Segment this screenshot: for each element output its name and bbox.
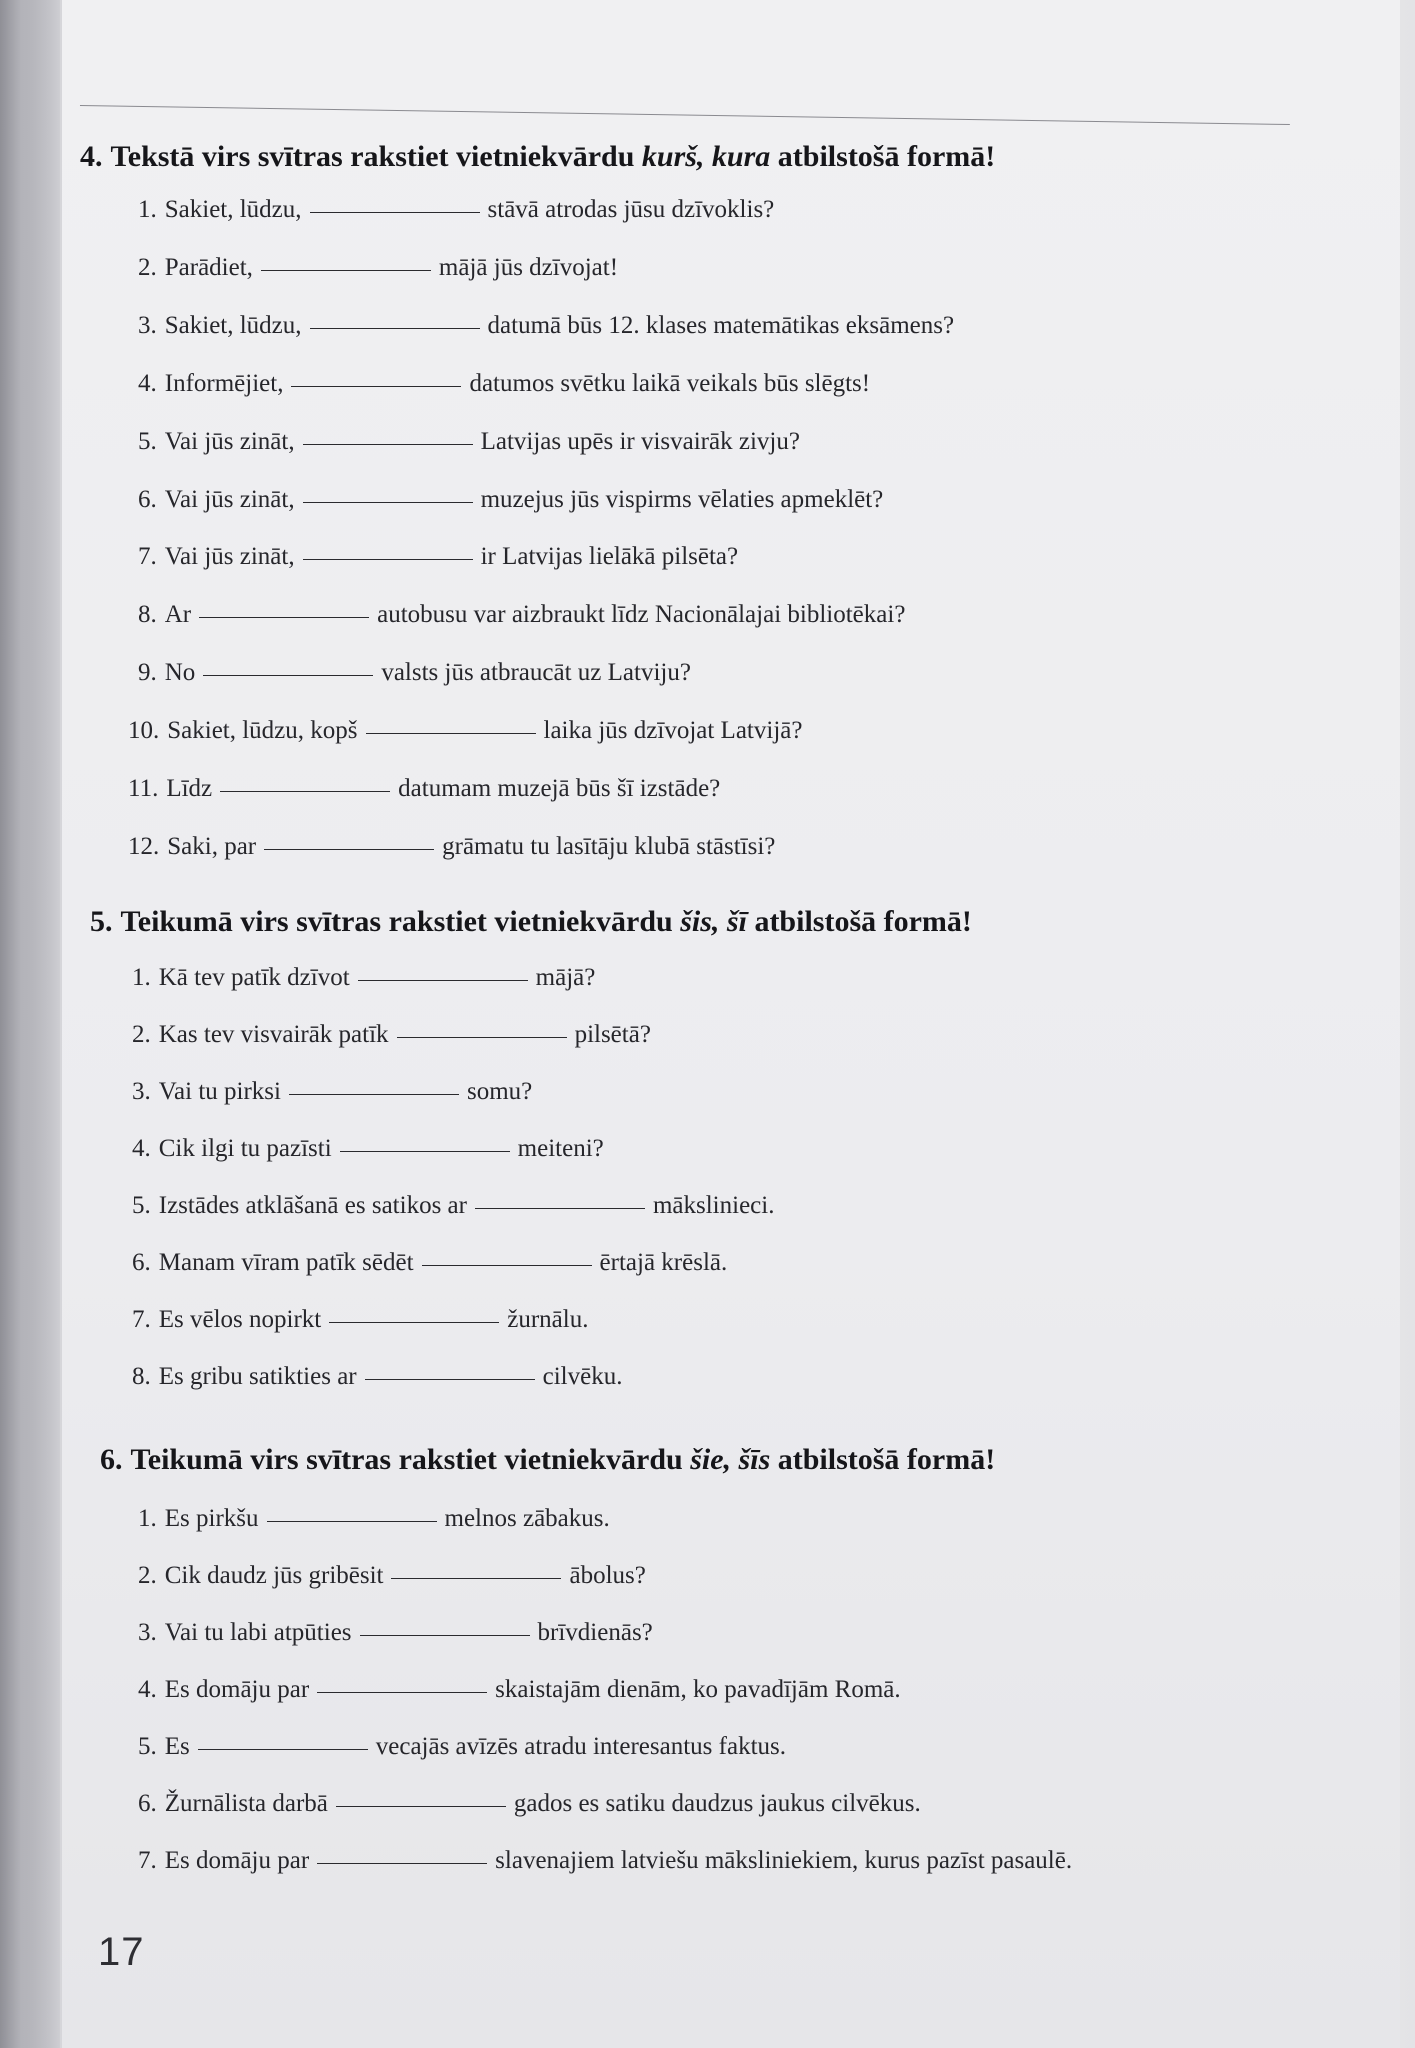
item-number: 7.	[132, 1306, 151, 1333]
item-text-before: Sakiet, lūdzu,	[164, 311, 302, 339]
item-text-after: somu?	[466, 1078, 533, 1105]
answer-blank[interactable]	[203, 674, 373, 676]
section6-item-3	[138, 1619, 653, 1647]
answer-blank[interactable]	[303, 501, 473, 503]
item-text-before: Es pirkšu	[164, 1505, 259, 1532]
section-6-heading-pronouns: šie, šīs	[690, 1443, 771, 1476]
item-number: 1.	[132, 964, 151, 991]
answer-blank[interactable]	[303, 558, 473, 560]
answer-blank[interactable]	[264, 848, 434, 850]
section-4-heading-end: atbilstošā formā!	[777, 140, 996, 173]
item-number: 3.	[132, 1078, 151, 1105]
item-number: 3.	[138, 1619, 157, 1646]
section5-item-5	[132, 1192, 774, 1220]
page-number: 17	[98, 1930, 145, 1974]
item-number: 3.	[138, 311, 157, 339]
item-text-before: Kas tev visvairāk patīk	[158, 1021, 389, 1048]
section-6-heading-end: atbilstošā formā!	[777, 1443, 996, 1476]
item-text-after: skaistajām dienām, ko pavadījām Romā.	[495, 1676, 901, 1703]
item-text-after: cilvēku.	[542, 1363, 623, 1390]
answer-blank[interactable]	[336, 1805, 506, 1807]
item-number: 8.	[138, 601, 157, 629]
item-number: 5.	[138, 1733, 157, 1760]
answer-blank[interactable]	[397, 1036, 567, 1038]
item-text-after: autobusu var aizbraukt līdz Nacionālajai bibliotēkai?	[377, 601, 906, 629]
section-5-heading-start: Teikumā virs svītras rakstiet vietniekvārdu	[120, 905, 673, 938]
item-text-before: Es domāju par	[164, 1676, 310, 1703]
item-number: 2.	[138, 1562, 157, 1589]
answer-blank[interactable]	[360, 1634, 530, 1636]
answer-blank[interactable]	[422, 1264, 592, 1266]
answer-blank[interactable]	[475, 1207, 645, 1209]
item-text-after: brīvdienās?	[537, 1619, 653, 1646]
item-number: 2.	[138, 253, 157, 281]
item-text-after: mājā?	[535, 964, 596, 991]
item-text-after: ērtajā krēslā.	[599, 1249, 728, 1276]
item-number: 7.	[138, 543, 157, 571]
item-text-after: gados es satiku daudzus jaukus cilvēkus.	[513, 1790, 921, 1817]
section6-item-4	[138, 1676, 901, 1704]
section5-item-8	[132, 1363, 622, 1391]
item-text-after: laika jūs dzīvojat Latvijā?	[543, 717, 803, 745]
item-text-before: Izstādes atklāšanā es satikos ar	[158, 1192, 467, 1219]
item-text-before: Līdz	[166, 775, 213, 802]
answer-blank[interactable]	[220, 790, 390, 792]
answer-blank[interactable]	[340, 1150, 510, 1152]
item-text-after: grāmatu tu lasītāju klubā stāstīsi?	[442, 832, 776, 860]
section4-item-5	[138, 428, 800, 456]
section6-item-1	[138, 1505, 610, 1533]
section4-item-3	[138, 312, 954, 340]
answer-blank[interactable]	[289, 1093, 459, 1095]
section-6-number: 6.	[100, 1443, 123, 1476]
item-number: 7.	[138, 1847, 157, 1874]
answer-blank[interactable]	[366, 732, 536, 734]
answer-blank[interactable]	[329, 1321, 499, 1323]
section4-item-10	[128, 717, 802, 745]
answer-blank[interactable]	[267, 1520, 437, 1522]
item-text-before: Es gribu satikties ar	[158, 1363, 357, 1390]
section-5-heading	[90, 905, 972, 939]
item-number: 6.	[138, 1790, 157, 1817]
answer-blank[interactable]	[261, 269, 431, 271]
item-number: 5.	[138, 427, 157, 455]
answer-blank[interactable]	[317, 1691, 487, 1693]
item-text-before: Ar	[164, 601, 192, 629]
section5-item-4	[132, 1135, 604, 1163]
item-text-after: pilsētā?	[574, 1021, 651, 1048]
item-number: 5.	[132, 1192, 151, 1219]
section-5-heading-end: atbilstošā formā!	[754, 905, 972, 938]
section-5-number: 5.	[90, 905, 113, 938]
section5-item-6	[132, 1249, 727, 1277]
answer-blank[interactable]	[310, 327, 480, 329]
item-text-before: Vai jūs zināt,	[164, 543, 295, 571]
answer-blank[interactable]	[199, 616, 369, 618]
item-text-after: valsts jūs atbraucāt uz Latviju?	[381, 659, 691, 687]
answer-blank[interactable]	[391, 1577, 561, 1579]
section4-item-2	[138, 254, 618, 282]
answer-blank[interactable]	[198, 1748, 368, 1750]
item-text-after: vecajās avīzēs atradu interesantus faktus.	[375, 1733, 786, 1760]
section-4-heading	[80, 140, 995, 174]
section4-item-7	[138, 543, 738, 571]
answer-blank[interactable]	[291, 385, 461, 387]
item-text-after: mājā jūs dzīvojat!	[438, 253, 619, 281]
item-text-after: melnos zābakus.	[444, 1505, 610, 1532]
item-text-after: ābolus?	[569, 1562, 646, 1589]
item-text-after: stāvā atrodas jūsu dzīvoklis?	[487, 196, 775, 223]
item-text-before: Sakiet, lūdzu, kopš	[167, 717, 358, 745]
item-text-before: Žurnālista darbā	[164, 1790, 328, 1817]
item-number: 6.	[138, 485, 157, 513]
section6-item-2	[138, 1562, 646, 1590]
item-number: 4.	[138, 1676, 157, 1703]
item-number: 4.	[132, 1135, 151, 1162]
item-number: 10.	[128, 717, 160, 745]
item-text-before: No	[164, 659, 196, 687]
answer-blank[interactable]	[317, 1862, 487, 1864]
item-text-before: Es	[164, 1733, 190, 1760]
section4-item-1	[138, 196, 774, 224]
item-text-after: Latvijas upēs ir visvairāk zivju?	[480, 427, 800, 455]
section5-item-2	[132, 1021, 651, 1049]
item-text-after: datumam muzejā būs šī izstāde?	[398, 775, 721, 802]
item-text-after: slavenajiem latviešu māksliniekiem, kurus pazīst pasaulē.	[495, 1847, 1073, 1874]
section-4-heading-pronouns: kurš, kura	[641, 140, 771, 173]
item-text-after: meiteni?	[517, 1135, 604, 1162]
section6-item-7	[138, 1847, 1072, 1875]
item-text-after: žurnālu.	[507, 1306, 589, 1333]
item-number: 4.	[138, 369, 157, 397]
item-number: 11.	[128, 775, 159, 802]
item-number: 1.	[138, 1505, 157, 1532]
section-4-number: 4.	[80, 140, 103, 173]
answer-blank[interactable]	[303, 443, 473, 445]
item-text-before: Es vēlos nopirkt	[158, 1306, 322, 1333]
item-number: 6.	[132, 1249, 151, 1276]
item-number: 2.	[132, 1021, 151, 1048]
item-text-before: Cik daudz jūs gribēsit	[164, 1562, 384, 1589]
section4-item-9	[138, 659, 691, 687]
section5-item-7	[132, 1306, 588, 1334]
section-4-heading-start: Tekstā virs svītras rakstiet vietniekvārdu	[110, 140, 635, 173]
section-6-heading	[100, 1443, 995, 1477]
item-text-before: Saki, par	[167, 832, 257, 860]
item-text-after: muzejus jūs vispirms vēlaties apmeklēt?	[480, 485, 884, 513]
item-text-after: datumā būs 12. klases matemātikas eksāmens?	[487, 311, 955, 339]
item-text-before: Parādiet,	[164, 253, 253, 281]
item-text-before: Manam vīram patīk sēdēt	[158, 1249, 414, 1276]
item-number: 12.	[128, 832, 160, 860]
item-number: 9.	[138, 659, 157, 687]
section4-item-12	[128, 833, 775, 861]
section5-item-1	[132, 964, 595, 992]
item-number: 1.	[138, 196, 157, 223]
section-5-heading-pronouns: šis, šī	[680, 905, 747, 938]
item-text-after: mākslinieci.	[652, 1192, 775, 1219]
answer-blank[interactable]	[365, 1378, 535, 1380]
section4-item-8	[138, 601, 905, 629]
section-6-heading-start: Teikumā virs svītras rakstiet vietniekvārdu	[130, 1443, 683, 1476]
section6-item-6	[138, 1790, 921, 1818]
section6-item-5	[138, 1733, 786, 1761]
item-text-before: Informējiet,	[164, 369, 284, 397]
item-text-before: Vai jūs zināt,	[164, 485, 295, 513]
item-number: 8.	[132, 1363, 151, 1390]
item-text-after: datumos svētku laikā veikals būs slēgts!	[469, 369, 871, 397]
item-text-before: Kā tev patīk dzīvot	[158, 964, 350, 991]
section4-item-11	[128, 775, 720, 803]
item-text-before: Es domāju par	[164, 1847, 310, 1874]
section4-item-6	[138, 486, 883, 514]
item-text-before: Vai tu pirksi	[158, 1078, 281, 1105]
item-text-before: Sakiet, lūdzu,	[164, 196, 302, 223]
section5-item-3	[132, 1078, 532, 1106]
item-text-after: ir Latvijas lielākā pilsēta?	[480, 543, 739, 571]
item-text-before: Cik ilgi tu pazīsti	[158, 1135, 332, 1162]
section4-item-4	[138, 370, 870, 398]
item-text-before: Vai tu labi atpūties	[164, 1619, 352, 1646]
item-text-before: Vai jūs zināt,	[164, 427, 295, 455]
answer-blank[interactable]	[358, 979, 528, 981]
answer-blank[interactable]	[310, 211, 480, 213]
